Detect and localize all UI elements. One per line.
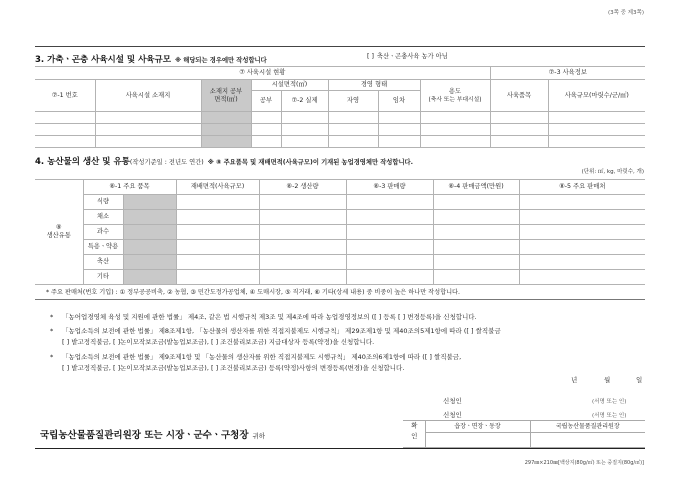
cell-production[interactable]	[259, 225, 346, 240]
section3-header	[35, 46, 645, 66]
header-land-area-line1: 소재지 공부	[209, 87, 243, 95]
table-row	[35, 255, 645, 270]
cell-own[interactable]	[328, 136, 378, 148]
table-row	[35, 225, 645, 240]
cell-main-item	[123, 225, 176, 240]
cell-lease[interactable]	[378, 124, 420, 136]
header-item: 사육품목	[490, 80, 548, 112]
cell-use[interactable]	[420, 112, 490, 124]
livestock-facility-table	[35, 66, 645, 148]
cell-sales-volume[interactable]	[346, 195, 433, 210]
cell-actual-area[interactable]	[281, 124, 328, 136]
cell-sales-volume[interactable]	[346, 210, 433, 225]
cell-location[interactable]	[95, 136, 201, 148]
cell-main-buyer[interactable]	[519, 270, 645, 285]
cell-main-buyer[interactable]	[519, 225, 645, 240]
header-lease: 임차	[378, 91, 420, 112]
not-livestock-checkbox[interactable]: [ ]	[367, 53, 374, 60]
cell-main-item	[123, 195, 176, 210]
category-label: 채소	[83, 210, 123, 225]
header-land-area	[201, 80, 251, 112]
cell-sales-amount[interactable]	[433, 270, 519, 285]
cell-area[interactable]	[176, 270, 259, 285]
section3-title: 3. 가축ㆍ곤충 사육시설 및 사육규모	[35, 55, 171, 65]
header-location: 사육시설 소재지	[95, 80, 201, 112]
cell-sales-amount[interactable]	[433, 225, 519, 240]
header-cultivation-area: 재배면적(사육규모)	[176, 180, 259, 195]
header-sales-volume: ⑧-3 판매량	[346, 180, 433, 195]
confirmation-col-town-head: 읍장ㆍ면장ㆍ동장	[425, 421, 530, 433]
header-management-type: 경영 형태	[328, 80, 420, 91]
cell-official-area[interactable]	[251, 136, 281, 148]
category-label: 축산	[83, 255, 123, 270]
header-official-area: 공부	[251, 91, 281, 112]
row-group-mark: ⑧	[55, 224, 62, 231]
header-main-buyer: ⑧-5 주요 판매처	[519, 180, 645, 195]
table-row	[35, 270, 645, 285]
declaration-line: [ ] 밭고정직불금, [ ]논이모작보조금(밭농업보조금), [ ] 조건불리보조금) 지급대상자 등록(약정)을 신청합니다.	[62, 338, 375, 346]
cell-use[interactable]	[420, 136, 490, 148]
cell-official-area[interactable]	[251, 124, 281, 136]
cell-production[interactable]	[259, 210, 346, 225]
header-sales-amount: ⑧-4 판매금액(만원)	[433, 180, 519, 195]
cell-main-item	[123, 210, 176, 225]
confirmation-agency-head-stamp[interactable]	[530, 433, 645, 448]
cell-main-item	[123, 240, 176, 255]
cell-sales-amount[interactable]	[433, 210, 519, 225]
cell-own[interactable]	[328, 124, 378, 136]
unit-note: (단위: ㎡, kg, 마릿수, 개)	[581, 169, 644, 175]
cell-scale[interactable]	[548, 112, 645, 124]
cell-number[interactable]	[35, 112, 95, 124]
cell-item[interactable]	[490, 124, 548, 136]
production-distribution-table	[35, 179, 645, 285]
cell-lease[interactable]	[378, 136, 420, 148]
cell-scale[interactable]	[548, 136, 645, 148]
table-header-row	[35, 67, 645, 80]
table-header-row	[35, 80, 645, 91]
cell-sales-volume[interactable]	[346, 270, 433, 285]
buyer-footnote: * 주요 판매처(번호 기입) : ① 정부공공비축, ② 농협, ③ 민간도정가공업체, ④ 도매시장, ⑤ 직거래, ⑥ 기타(상세 내용) 중 비중이 높은 하나만 작성합니다.	[35, 286, 645, 300]
cell-sales-amount[interactable]	[433, 240, 519, 255]
confirmation-col-agency-head: 국립농산물품질관리원장	[530, 421, 645, 433]
page-indicator: (3쪽 중 제3쪽)	[607, 10, 644, 16]
cell-own[interactable]	[328, 112, 378, 124]
category-label: 식량	[83, 195, 123, 210]
cell-area[interactable]	[176, 195, 259, 210]
declaration-bullet: *	[50, 313, 54, 321]
table-row	[403, 433, 645, 448]
cell-main-buyer[interactable]	[519, 195, 645, 210]
cell-area[interactable]	[176, 240, 259, 255]
confirmation-box	[403, 420, 645, 448]
declaration-line: 「농업소득의 보전에 관한 법률」 제9조제1항 및 「농산물의 생산자를 위한 직접지불제도 시행규칙」 제40조의6제1항에 따라 ([ ] 쌀직불금,	[62, 353, 462, 361]
applicant-sign-note: (서명 또는 인)	[592, 399, 627, 405]
cell-number[interactable]	[35, 136, 95, 148]
declaration-bullet: *	[50, 327, 54, 335]
header-facility-area: 시설면적(㎡)	[251, 80, 328, 91]
table-row	[35, 195, 645, 210]
cell-main-buyer[interactable]	[519, 240, 645, 255]
header-rearing-info: ⑦-3 사육정보	[490, 67, 645, 80]
cell-official-area[interactable]	[251, 112, 281, 124]
date-day-label: 일	[636, 376, 643, 384]
category-label: 특용ㆍ약용	[83, 240, 123, 255]
paper-spec: 297㎜×210㎜[백상지(80g/㎡) 또는 중질지(80g/㎡)]	[524, 460, 644, 466]
cell-item[interactable]	[490, 136, 548, 148]
cell-item[interactable]	[490, 112, 548, 124]
recipient-name: 국립농산물품질관리원장 또는 시장ㆍ군수ㆍ구청장	[40, 430, 249, 441]
header-land-area-line2: 면적(㎡)	[214, 95, 238, 103]
table-header-row	[403, 421, 645, 433]
cell-sales-volume[interactable]	[346, 225, 433, 240]
cell-location[interactable]	[95, 124, 201, 136]
cell-location[interactable]	[95, 112, 201, 124]
cell-number[interactable]	[35, 124, 95, 136]
cell-main-buyer[interactable]	[519, 210, 645, 225]
cell-area[interactable]	[176, 210, 259, 225]
cell-actual-area[interactable]	[281, 136, 328, 148]
cell-production[interactable]	[259, 270, 346, 285]
table-row	[35, 124, 645, 136]
applicant-label: 신청인	[443, 411, 462, 419]
date-month-label: 월	[604, 376, 611, 384]
declaration-1	[50, 312, 645, 323]
section4-note: ※ ⑧ 주요품목 및 재배면적(사육규모)이 기재된 농업경영체만 작성합니다.	[207, 159, 414, 166]
table-row	[35, 112, 645, 124]
header-use	[420, 80, 490, 112]
cell-land-area	[201, 112, 251, 124]
cell-area[interactable]	[176, 255, 259, 270]
row-group-label: 생산유통	[46, 232, 71, 239]
confirmation-label-cell	[403, 421, 425, 448]
cell-land-area	[201, 124, 251, 136]
declaration-line: 「농어업경영체 육성 및 지원에 관한 법률」 제4조, 같은 법 시행규칙 제3조 및 제4조에 따라 농업경영정보의 ([ ] 등록 [ ] 변경등록)을 신청합니다.	[62, 313, 477, 321]
row-group-production	[35, 180, 83, 285]
header-production: ⑧-2 생산량	[259, 180, 346, 195]
not-livestock-label: 축산ㆍ곤충사육 농가 아님	[376, 53, 448, 60]
category-label: 과수	[83, 225, 123, 240]
table-row	[35, 210, 645, 225]
cell-production[interactable]	[259, 255, 346, 270]
header-own: 자영	[328, 91, 378, 112]
declaration-2	[50, 326, 645, 348]
applicant-sign-note: (서명 또는 인)	[592, 413, 627, 419]
declaration-line: 「농업소득의 보전에 관한 법률」 제8조제1항, 「농산물의 생산자를 위한 직접지불제도 시행규칙」 제29조제1항 및 제40조의5제1항에 따라 ([ ] 쌀직불금	[62, 327, 501, 335]
header-use-note: (축사 또는 부대시설)	[428, 96, 482, 103]
declaration-3	[50, 352, 645, 374]
header-number: ⑦-1 번호	[35, 80, 95, 112]
table-header-row	[35, 180, 645, 195]
cell-production[interactable]	[259, 240, 346, 255]
cell-sales-volume[interactable]	[346, 240, 433, 255]
cell-sales-amount[interactable]	[433, 255, 519, 270]
cell-area[interactable]	[176, 225, 259, 240]
applicant-label: 신청인	[443, 397, 462, 405]
header-main-item: ⑧-1 주요 품목	[83, 180, 176, 195]
section4-title: 4. 농산물의 생산 및 유통	[35, 157, 130, 167]
bottom-rule	[35, 448, 645, 449]
date-year-label: 년	[571, 376, 578, 384]
section4-header	[35, 151, 645, 167]
declaration-line: [ ] 밭고정직불금, [ ]논이모작보조금(밭농업보조금), [ ] 조건불리보조금) 등록(약정)사항의 변경등록(변경)을 신청합니다.	[62, 364, 405, 372]
cell-land-area	[201, 136, 251, 148]
cell-actual-area[interactable]	[281, 112, 328, 124]
category-label: 기타	[83, 270, 123, 285]
cell-sales-volume[interactable]	[346, 255, 433, 270]
header-scale: 사육규모(마릿수/군/㎡)	[548, 80, 645, 112]
cell-main-buyer[interactable]	[519, 255, 645, 270]
cell-scale[interactable]	[548, 124, 645, 136]
not-livestock-option	[367, 47, 448, 66]
cell-main-item	[123, 255, 176, 270]
cell-use[interactable]	[420, 124, 490, 136]
confirmation-town-head-stamp[interactable]	[425, 433, 530, 448]
cell-sales-amount[interactable]	[433, 195, 519, 210]
cell-main-item	[123, 270, 176, 285]
table-row	[35, 240, 645, 255]
header-actual-area: ⑦-2 실제	[281, 91, 328, 112]
cell-production[interactable]	[259, 195, 346, 210]
header-facility-status: ⑦ 사육시설 현황	[35, 67, 490, 80]
section4-title-sub: (작성기준일 : 전년도 연간)	[129, 159, 204, 166]
header-use-label: 용도	[448, 87, 462, 95]
recipient	[40, 426, 265, 443]
declaration-bullet: *	[50, 353, 54, 361]
confirmation-label: 확인	[409, 422, 418, 443]
recipient-suffix: 귀하	[252, 432, 266, 440]
cell-lease[interactable]	[378, 112, 420, 124]
section3-note: ※ 해당되는 경우에만 작성합니다	[174, 57, 267, 64]
table-row	[35, 136, 645, 148]
